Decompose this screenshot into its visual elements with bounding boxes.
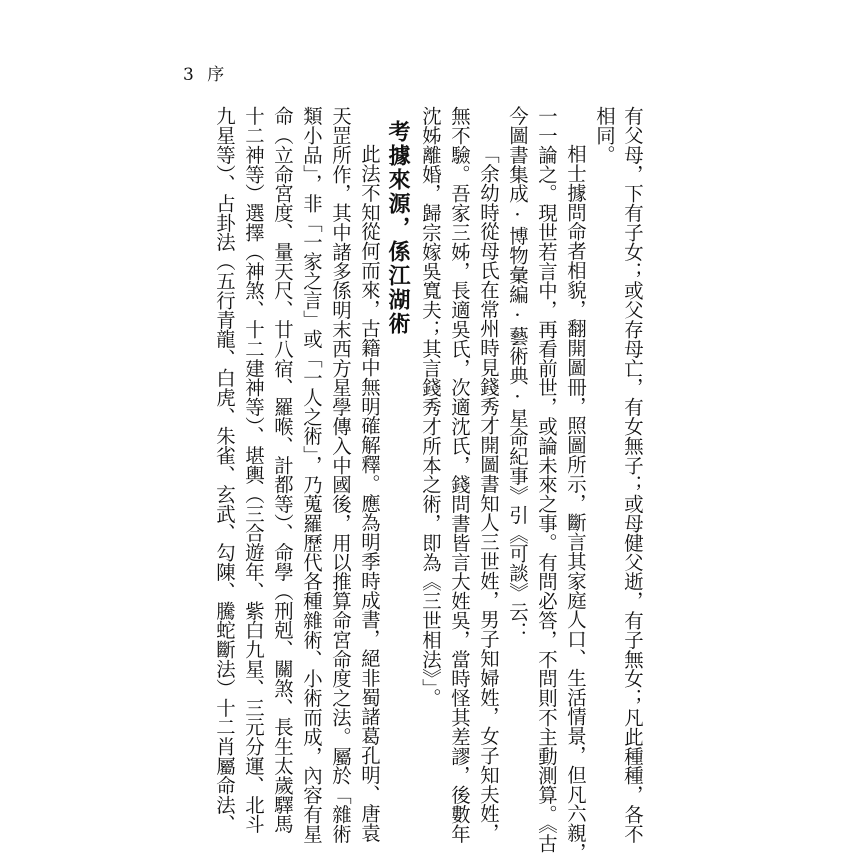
text-column: 有父母，下有子女；或父存母亡，有女無子；或母健父逝，有子無女；凡此種種，各不 [621,106,644,844]
section-title: 序 [207,65,229,85]
text-column: 相同。 [593,106,616,165]
text-column: 十二神等）選擇（神煞、十二建神等）、堪輿（三合遊年、紫白九星、三元分運、北斗 [242,106,265,834]
body-text [208,106,644,862]
text-column: 一一論之。現世若言中，再看前世，或論未來之事。有問必答，不問則不主動測算。《古 [535,106,558,853]
text-column: 「余幼時從母氏在常州時見錢秀才開圖書知人三世姓，男子知婦姓，女子知夫姓， [477,144,500,843]
running-head [183,60,228,85]
section-heading: 考據來源，係江湖術 [385,120,411,336]
text-column: 類小品」，非「一家之言」或「一人之術」，乃蒐羅歷代各種雜術、小術而成，內容有星 [300,106,323,844]
text-column: 此法不知從何而來，古籍中無明確解釋。應為明季時成書，絕非蜀諸葛孔明、唐袁 [358,144,381,843]
text-column: 天罡所作，其中諸多係明末西方星學傳入中國後，用以推算命宮命度之法。屬於「雜術 [329,106,352,844]
page-number: 3 [183,65,198,85]
text-column: 沈姊離婚，歸宗嫁吳寬夫；其言錢秀才所本之術，即為《三世相法》」。 [419,106,442,708]
text-column: 無不驗。吾家三姊，長適吳氏，次適沈氏，錢問書皆言大姓吳，當時怪其差謬，後數年 [448,106,471,844]
text-column: 今圖書集成·博物彙編·藝術典·星命紀事》引《可談》云： [506,106,529,641]
text-column: 九星等）、占卦法（五行青龍、白虎、朱雀、玄武、勾陳、騰蛇斷法）十二肖屬命法、 [213,106,236,834]
text-column: 相士據問命者相貌，翻開圖冊，照圖所示，斷言其家庭人口、生活情景，但凡六親， [564,144,587,862]
text-column: 命（立命宮度、量天尺、廿八宿、羅喉、計都等）、命學（刑剋、關煞、長生太歲驛馬 [271,106,294,834]
